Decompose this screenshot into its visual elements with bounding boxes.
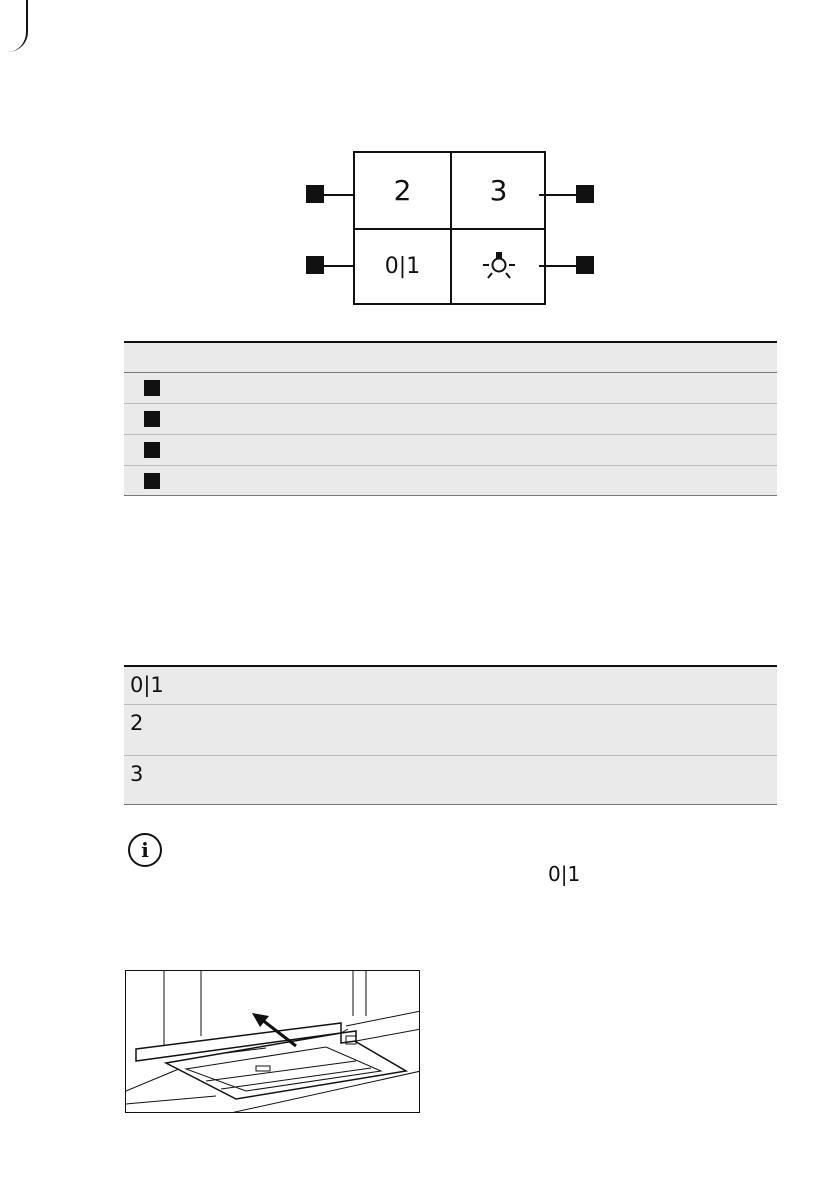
hood-drawing xyxy=(126,971,420,1113)
callout-marker xyxy=(306,256,324,274)
hood-illustration xyxy=(125,970,420,1113)
table-header xyxy=(124,341,777,372)
callout-line xyxy=(324,265,355,267)
fan-speed-3-button[interactable] xyxy=(451,153,546,228)
callout-marker xyxy=(144,473,160,489)
symbol-cell: 0|1 xyxy=(130,673,164,697)
callout-marker xyxy=(144,380,160,396)
callout-marker xyxy=(576,256,594,274)
callout-marker xyxy=(144,442,160,458)
info-icon: i xyxy=(128,833,162,867)
on-off-label: 0|1 xyxy=(384,254,421,279)
light-button[interactable] xyxy=(451,229,546,304)
table-row xyxy=(124,755,777,805)
callout-line xyxy=(324,194,355,196)
table-row xyxy=(124,704,777,755)
symbol-cell: 2 xyxy=(130,711,144,735)
control-panel xyxy=(353,151,546,305)
on-off-button[interactable] xyxy=(355,229,450,304)
fan-speed-2-label: 2 xyxy=(393,174,412,207)
fan-speed-table xyxy=(124,665,777,805)
table-row xyxy=(124,372,777,403)
table-row xyxy=(124,434,777,465)
light-bulb-icon xyxy=(481,251,517,283)
callout-marker xyxy=(144,411,160,427)
fan-speed-2-button[interactable] xyxy=(355,153,450,228)
symbol-cell: 3 xyxy=(130,762,144,786)
fan-speed-3-label: 3 xyxy=(489,174,508,207)
table-row xyxy=(124,465,777,496)
callout-marker xyxy=(306,185,324,203)
page-corner-mark xyxy=(8,0,28,52)
inline-on-off-symbol: 0|1 xyxy=(548,862,581,886)
panel-legend-table xyxy=(124,341,777,496)
table-row xyxy=(124,403,777,434)
table-row xyxy=(124,665,777,704)
callout-marker xyxy=(576,185,594,203)
